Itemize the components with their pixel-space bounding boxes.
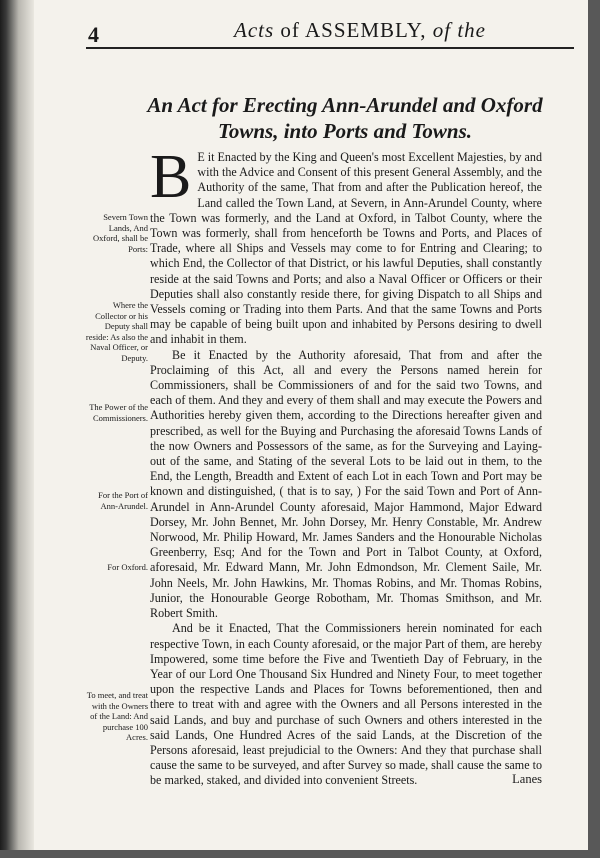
- running-head-mid: of ASSEMBLY,: [274, 18, 433, 42]
- page-number: 4: [88, 22, 99, 47]
- running-head-italic-1: Acts: [234, 18, 275, 42]
- paragraph-2: Be it Enacted by the Authority aforesaid, That from and after the Proclaiming of this Act, all and every the Persons named herein for Commissioners, shall be Commissioners of and for the said two Towns, and each of them. And they and every of them shall and may execute the Powers and Authorities hereby given them, according to the Directions hereafter given and prescribed, as well for the Buying and Purchasing the aforesaid Towns Lands of the now Owners and Possessors of the same, as for the Surveying and Laying-out of the same, and Stating of the several Lots to be laid out in them, to the End, the Length, Breadth and Extent of each Lot in each Town and Port may be known and distinguished, ( that is to say, ) For the said Town and Port of Ann-Arundel in Ann-Arundel County aforesaid, Major Hammond, Major Edward Dorsey, Mr. John Bennet, Mr. John Dorsey, Mr. Henry Constable, Mr. Andrew Norwood, Mr. Philip Howard, Mr. James Sanders and the Honourable Nicholas Greenberry, Esq; And for the Town and Port in Talbot County, at Oxford, aforesaid, Mr. Edward Mann, Mr. John Edmondson, Mr. Clement Saile, Mr. John Neels, Mr. John Hawkins, Mr. Thomas Robins, and Mr. Thomas Robins, Junior, the Honourable George Robotham, Mr. Thomas Smithson, and Mr. Robert Smith.: [150, 347, 542, 621]
- margin-note-ann-arundel: For the Port of Ann-Arundel.: [98, 490, 148, 511]
- margin-note-purchase: To meet, and treat with the Owners of the Land: And purchase 100 Acres.: [86, 690, 148, 742]
- paragraph-3: And be it Enacted, That the Commissioners herein nominated for each respective Town, in each County aforesaid, or the major Part of them, are hereby Impowered, some time before the Five and Twentieth Day of February, in the Year of our Lord One Thousand Six Hundred and Ninety Four, to meet together upon the respective Lands and Places for Towns beforementioned, then and there to treat with and agree with the Owners and all Persons interested in the said Lands, and buy and purchase of such Owners and others interested in the said Lands, One Hundred Acres of the said Lands, at the Discretion of the Persons aforesaid, least prejudicial to the Owners: And they that purchase shall cause the same to be surveyed, and after Survey so made, shall cause the same to be marked, staked, and divided into convenient Streets.: [150, 621, 542, 788]
- margin-note-commissioners-power: The Power of the Commissioners.: [89, 402, 148, 423]
- book-spine-shadow: [0, 0, 34, 850]
- paragraph-1-text: E it Enacted by the King and Queen's most Excellent Majesties, by and with the Advice and Consent of this present General Assembly, and the Authority of the same, That from and after the Publication hereof, the Land called the Town Land, at Severn, in Ann-Arundel County, where the Town was formerly, and the Land at Oxford, in Talbot County, where the Town was formerly, shall from henceforth be Towns and Ports, and Places of Trade, where all Ships and Vessels may come to for Entring and Clearing; to which End, the Collector of that District, or his lawful Deputies, shall constantly reside at the said Towns and Ports; and also a Naval Officer or Officers or their Deputies shall also constantly reside there, for giving Dispatch to all Ships and Vessels coming or Trading into them Parts. And that the same Towns and Ports may be capable of being built upon and inhabited by Persons desiring to dwell and inhabit in them.: [150, 150, 542, 347]
- header-rule: [86, 47, 574, 49]
- act-title-line-2: Towns, into Ports and Towns.: [217, 119, 473, 143]
- scan-bottom-edge: [0, 850, 600, 858]
- paragraph-1: [150, 143, 542, 348]
- margin-note-oxford: For Oxford.: [107, 562, 148, 572]
- margin-note-severn: Severn Town Lands, And Oxford, shall be Ports:: [92, 212, 148, 254]
- scan-right-edge: [588, 0, 600, 858]
- act-title-line-1: An Act for Erecting Ann-Arundel and Oxford: [147, 93, 543, 117]
- act-title: [120, 92, 570, 144]
- running-head-italic-2: of the: [432, 18, 486, 42]
- margin-note-collector: Where the Collector or his Deputy shall reside: As also the Naval Officer, or Deputy.: [85, 300, 148, 363]
- drop-cap: B: [150, 143, 192, 211]
- act-body: [150, 143, 542, 789]
- catchword: Lanes: [512, 772, 542, 786]
- running-head: [160, 18, 560, 43]
